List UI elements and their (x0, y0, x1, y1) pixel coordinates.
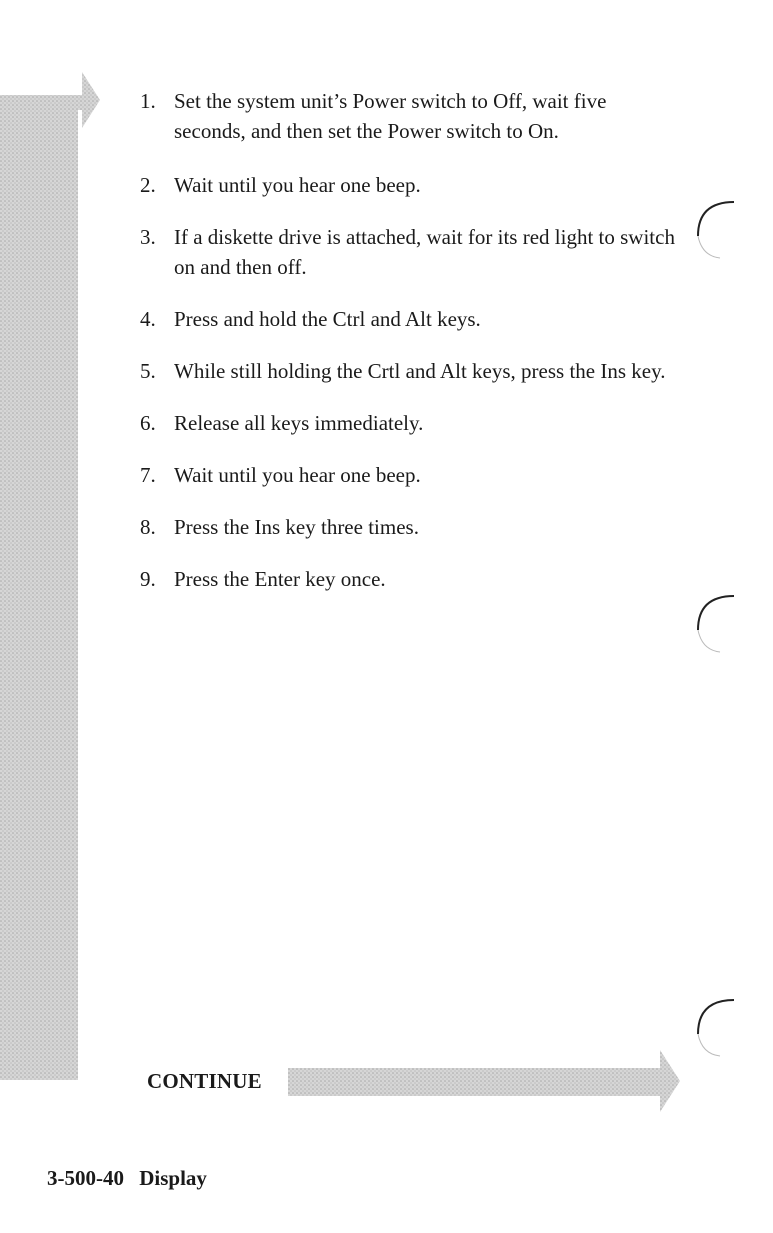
step-text: If a diskette drive is attached, wait for its red light to switch on and then off. (174, 225, 675, 279)
continue-arrow-icon (288, 1050, 680, 1112)
step-number: 4. (140, 307, 156, 331)
punch-hole-icon (690, 590, 740, 656)
left-flow-bar (0, 72, 100, 1080)
step-text: Release all keys immediately. (174, 411, 424, 435)
step-text: Press the Ins key three times. (174, 515, 419, 539)
step-number: 2. (140, 173, 156, 197)
step-text: Press the Enter key once. (174, 567, 386, 591)
list-item (140, 460, 680, 490)
list-item (140, 222, 680, 282)
section-title: Display (139, 1166, 207, 1190)
step-number: 1. (140, 89, 156, 113)
step-text: Press and hold the Ctrl and Alt keys. (174, 307, 481, 331)
list-item (140, 170, 680, 200)
step-number: 9. (140, 567, 156, 591)
list-item (140, 408, 680, 438)
procedure-steps (140, 86, 680, 594)
list-item (140, 304, 680, 334)
step-number: 8. (140, 515, 156, 539)
step-number: 3. (140, 225, 156, 249)
step-text: Wait until you hear one beep. (174, 463, 421, 487)
step-number: 6. (140, 411, 156, 435)
continue-label: CONTINUE (147, 1069, 262, 1093)
step-text: Wait until you hear one beep. (174, 173, 421, 197)
punch-hole-icon (690, 994, 740, 1060)
list-item (140, 512, 680, 542)
list-item (140, 86, 680, 146)
step-number: 7. (140, 463, 156, 487)
step-number: 5. (140, 359, 156, 383)
punch-hole-icon (690, 196, 740, 262)
step-text: While still holding the Crtl and Alt keys, press the Ins key. (174, 359, 666, 383)
list-item (140, 356, 680, 386)
list-item (140, 564, 680, 594)
page-number: 3-500-40 (47, 1166, 124, 1190)
page-footer (47, 1166, 207, 1191)
step-text: Set the system unit’s Power switch to Off, wait five seconds, and then set the Power switch to On. (174, 89, 607, 143)
